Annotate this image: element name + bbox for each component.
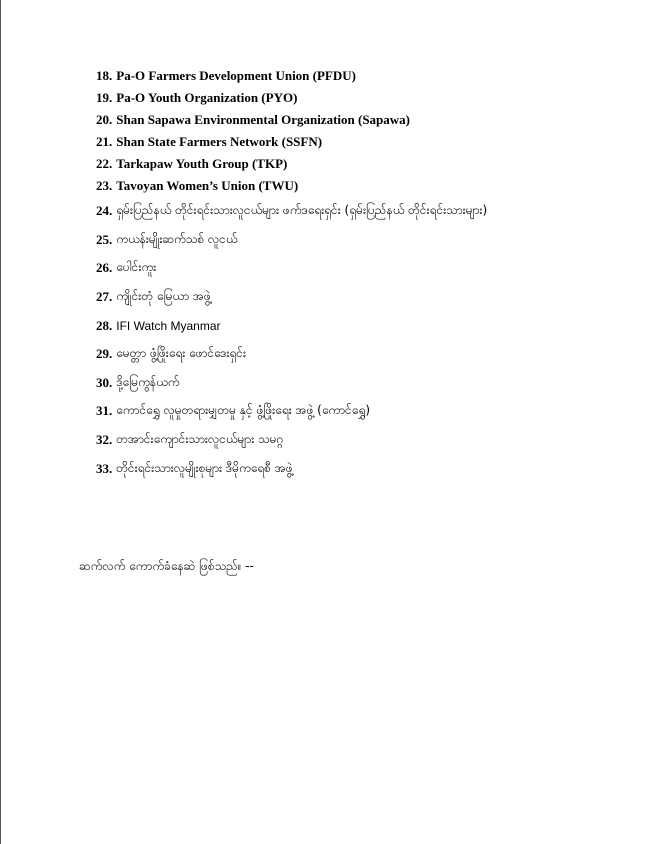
list-item — [96, 226, 636, 255]
item-name: ကောင်ရွှေ လူမှုတရားမျှတမှု နှင့် ဖွံ့ဖြိုးရေး အဖွဲ့ (ကောင်ရွှေ) — [116, 403, 371, 418]
item-name: ကယန်းမျိုးဆက်သစ် လူငယ် — [116, 231, 238, 246]
item-name: တိုင်းရင်းသားလူမျိုးစုများ ဒီမိုကရေစီ အဖွဲ့ — [116, 460, 293, 475]
list-item — [96, 369, 636, 398]
item-name: Shan Sapawa Environmental Organization (Sapawa) — [116, 112, 411, 127]
list-item — [96, 87, 636, 109]
list-item — [96, 65, 636, 87]
item-number: 22. — [96, 156, 113, 171]
item-number: 24. — [96, 203, 113, 219]
item-name: ဒို့မြေကွန်ယက် — [116, 374, 180, 389]
list-item — [96, 340, 636, 369]
organization-list — [96, 65, 636, 483]
list-item — [96, 397, 636, 426]
item-name: IFI Watch Myanmar — [116, 318, 221, 333]
item-number: 21. — [96, 134, 113, 149]
item-number: 27. — [96, 289, 113, 305]
item-number: 29. — [96, 346, 113, 362]
item-number: 20. — [96, 112, 113, 127]
list-item — [96, 131, 636, 153]
item-number: 26. — [96, 260, 113, 276]
item-number: 28. — [96, 317, 113, 333]
item-number: 31. — [96, 403, 113, 419]
item-name: မေတ္တာ ဖွံ့ဖြိုးရေး ဖောင်ဒေးရှင်း — [116, 346, 246, 361]
item-number: 19. — [96, 90, 113, 105]
list-item — [96, 454, 636, 483]
list-item — [96, 311, 636, 340]
list-item — [96, 175, 636, 197]
item-number: 25. — [96, 231, 113, 247]
item-name: Tavoyan Women’s Union (TWU) — [116, 178, 299, 193]
item-name: ကျိုင်းတုံ မြေယာ အဖွဲ့ — [116, 289, 211, 304]
item-number: 30. — [96, 374, 113, 390]
item-name: ရှမ်းပြည်နယ် တိုင်းရင်းသားလူငယ်များ ဖက်ဒရေးရှင်း (ရှမ်းပြည်နယ် တိုင်းရင်းသားများ) — [116, 203, 488, 218]
item-name: ပေါင်းကူး — [116, 260, 157, 275]
item-name: Shan State Farmers Network (SSFN) — [116, 134, 323, 149]
list-item — [96, 426, 636, 455]
item-name: Tarkapaw Youth Group (TKP) — [116, 156, 288, 171]
item-number: 23. — [96, 178, 113, 193]
list-item — [96, 283, 636, 312]
list-item — [96, 153, 636, 175]
list-item — [96, 254, 636, 283]
item-name: တအာင်းကျောင်းသားလူငယ်များ သမဂ္ဂ — [116, 432, 284, 447]
item-number: 32. — [96, 432, 113, 448]
list-item — [96, 197, 636, 226]
item-number: 33. — [96, 460, 113, 476]
item-name: Pa-O Farmers Development Union (PFDU) — [116, 68, 356, 83]
item-number: 18. — [96, 68, 113, 83]
list-item — [96, 109, 636, 131]
item-name: Pa-O Youth Organization (PYO) — [116, 90, 298, 105]
footer-note: ဆက်လက် ကောက်ခံနေဆဲ ဖြစ်သည်။ -- — [79, 559, 254, 573]
